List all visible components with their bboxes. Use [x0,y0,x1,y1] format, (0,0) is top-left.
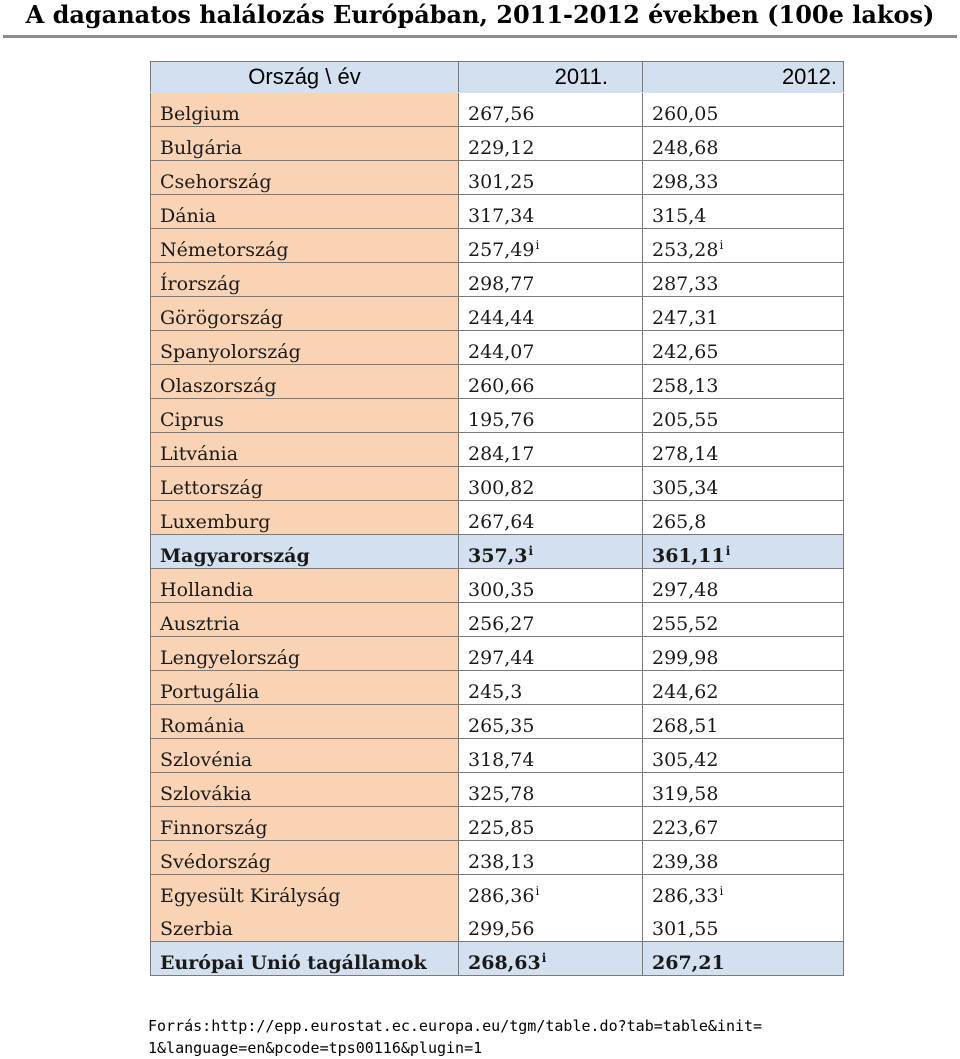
value-text: 255,52 [652,613,719,635]
value-text: 325,78 [468,783,535,805]
value-text: 315,4 [652,205,707,227]
table-row [151,875,844,909]
footnote-marker: i [535,238,540,252]
country-cell: Litvánia [151,433,459,467]
country-cell: Bulgária [151,127,459,161]
country-cell: Spanyolország [151,331,459,365]
value-text: 287,33 [652,273,719,295]
table-row [151,365,844,399]
country-cell: Szlovénia [151,739,459,773]
value-2012-cell [643,841,844,875]
value-2012-cell [643,467,844,501]
footnote-marker: i [541,951,547,965]
value-text: 305,34 [652,477,719,499]
value-2012-cell [643,501,844,535]
table-row [151,637,844,671]
country-cell: Európai Unió tagállamok [151,942,459,976]
value-text: 242,65 [652,341,719,363]
table-row [151,908,844,942]
value-text: 253,28 [652,239,719,261]
value-text: 244,62 [652,681,719,703]
footnote-marker: i [719,884,724,898]
country-cell: Németország [151,229,459,263]
country-cell: Svédország [151,841,459,875]
value-2012-cell [643,773,844,807]
value-text: 284,17 [468,443,535,465]
country-cell: Luxemburg [151,501,459,535]
value-2012-cell [643,127,844,161]
value-2011-cell [459,535,643,569]
value-2011-cell [459,467,643,501]
country-cell: Belgium [151,93,459,127]
value-text: 244,07 [468,341,535,363]
table-row [151,773,844,807]
value-text: 297,48 [652,579,719,601]
value-2012-cell [643,942,844,976]
value-2011-cell [459,297,643,331]
value-2011-cell [459,161,643,195]
value-text: 298,77 [468,273,535,295]
country-cell: Finnország [151,807,459,841]
table-row [151,433,844,467]
value-2011-cell [459,433,643,467]
value-text: 225,85 [468,817,535,839]
value-2012-cell [643,433,844,467]
table-row [151,807,844,841]
table-row [151,739,844,773]
value-2011-cell [459,195,643,229]
value-2011-cell [459,263,643,297]
table-header-row [151,62,844,93]
mortality-table [150,61,844,976]
table-row [151,671,844,705]
value-text: 301,55 [652,918,719,940]
table-row [151,535,844,569]
country-cell: Írország [151,263,459,297]
value-text: 256,27 [468,613,535,635]
value-2012-cell [643,399,844,433]
country-cell: Hollandia [151,569,459,603]
header-country: Ország \ év [151,62,459,93]
value-text: 305,42 [652,749,719,771]
source-line-2: 1&language=en&pcode=tps00116&plugin=1 [148,1039,483,1057]
table-row [151,467,844,501]
value-text: 318,74 [468,749,535,771]
value-2012-cell [643,331,844,365]
table-body [151,93,844,976]
country-cell: Magyarország [151,535,459,569]
footnote-marker: i [535,884,540,898]
value-2011-cell [459,127,643,161]
value-2011-cell [459,399,643,433]
value-text: 229,12 [468,137,535,159]
value-2011-cell [459,875,643,909]
value-text: 239,38 [652,851,719,873]
value-2011-cell [459,93,643,127]
country-cell: Egyesült Királyság [151,875,459,909]
source-note [148,1015,948,1059]
value-2011-cell [459,942,643,976]
value-text: 361,11 [652,545,725,567]
value-text: 267,56 [468,103,535,125]
table-row [151,399,844,433]
value-text: 278,14 [652,443,719,465]
country-cell: Románia [151,705,459,739]
value-text: 260,05 [652,103,719,125]
value-2012-cell [643,603,844,637]
value-2011-cell [459,229,643,263]
value-2011-cell [459,331,643,365]
value-2012-cell [643,535,844,569]
value-2012-cell [643,365,844,399]
value-text: 257,49 [468,239,535,261]
value-2011-cell [459,705,643,739]
value-2012-cell [643,875,844,909]
table-row [151,705,844,739]
value-text: 260,66 [468,375,535,397]
value-text: 268,51 [652,715,719,737]
value-text: 244,44 [468,307,535,329]
value-text: 268,63 [468,952,541,974]
value-2012-cell [643,671,844,705]
header-2012: 2012. [643,62,844,93]
value-2011-cell [459,637,643,671]
value-2011-cell [459,603,643,637]
value-2011-cell [459,501,643,535]
value-text: 300,82 [468,477,535,499]
table-row [151,942,844,976]
table-row [151,569,844,603]
value-text: 258,13 [652,375,719,397]
value-2011-cell [459,773,643,807]
table-row [151,603,844,637]
value-text: 317,34 [468,205,535,227]
value-text: 247,31 [652,307,719,329]
title-underline [3,35,957,38]
value-2011-cell [459,807,643,841]
country-cell: Lettország [151,467,459,501]
country-cell: Ciprus [151,399,459,433]
value-2012-cell [643,908,844,942]
country-cell: Dánia [151,195,459,229]
country-cell: Szerbia [151,908,459,942]
country-cell: Görögország [151,297,459,331]
table-row [151,127,844,161]
value-text: 286,33 [652,885,719,907]
value-2012-cell [643,161,844,195]
value-text: 319,58 [652,783,719,805]
value-2011-cell [459,739,643,773]
value-text: 265,35 [468,715,535,737]
value-2012-cell [643,93,844,127]
value-text: 248,68 [652,137,719,159]
footnote-marker: i [719,238,724,252]
country-cell: Lengyelország [151,637,459,671]
country-cell: Portugália [151,671,459,705]
value-2012-cell [643,637,844,671]
value-2011-cell [459,908,643,942]
value-text: 300,35 [468,579,535,601]
value-text: 238,13 [468,851,535,873]
value-2012-cell [643,807,844,841]
value-text: 299,56 [468,918,535,940]
value-text: 299,98 [652,647,719,669]
value-text: 298,33 [652,171,719,193]
table-row [151,195,844,229]
value-2012-cell [643,263,844,297]
header-2011: 2011. [459,62,643,93]
country-cell: Csehország [151,161,459,195]
value-text: 205,55 [652,409,719,431]
value-2012-cell [643,739,844,773]
table-row [151,229,844,263]
value-2011-cell [459,365,643,399]
table-row [151,331,844,365]
footnote-marker: i [725,544,731,558]
value-2011-cell [459,569,643,603]
value-2012-cell [643,229,844,263]
value-2012-cell [643,195,844,229]
value-text: 245,3 [468,681,523,703]
country-cell: Szlovákia [151,773,459,807]
country-cell: Olaszország [151,365,459,399]
table-row [151,841,844,875]
value-text: 267,64 [468,511,535,533]
value-2012-cell [643,705,844,739]
table-row [151,501,844,535]
value-2011-cell [459,841,643,875]
table-row [151,297,844,331]
value-text: 357,3 [468,545,528,567]
table-row [151,263,844,297]
source-line-1: Forrás:http://epp.eurostat.ec.europa.eu/tgm/table.do?tab=table&init= [148,1017,763,1035]
value-2012-cell [643,569,844,603]
value-2012-cell [643,297,844,331]
value-text: 223,67 [652,817,719,839]
value-text: 301,25 [468,171,535,193]
page-title: A daganatos halálozás Európában, 2011-2012 években (100e lakos) [25,0,935,29]
value-text: 267,21 [652,952,725,974]
table-row [151,161,844,195]
value-text: 297,44 [468,647,535,669]
value-text: 265,8 [652,511,707,533]
value-text: 195,76 [468,409,535,431]
country-cell: Ausztria [151,603,459,637]
table-row [151,93,844,127]
value-2011-cell [459,671,643,705]
footnote-marker: i [528,544,534,558]
value-text: 286,36 [468,885,535,907]
